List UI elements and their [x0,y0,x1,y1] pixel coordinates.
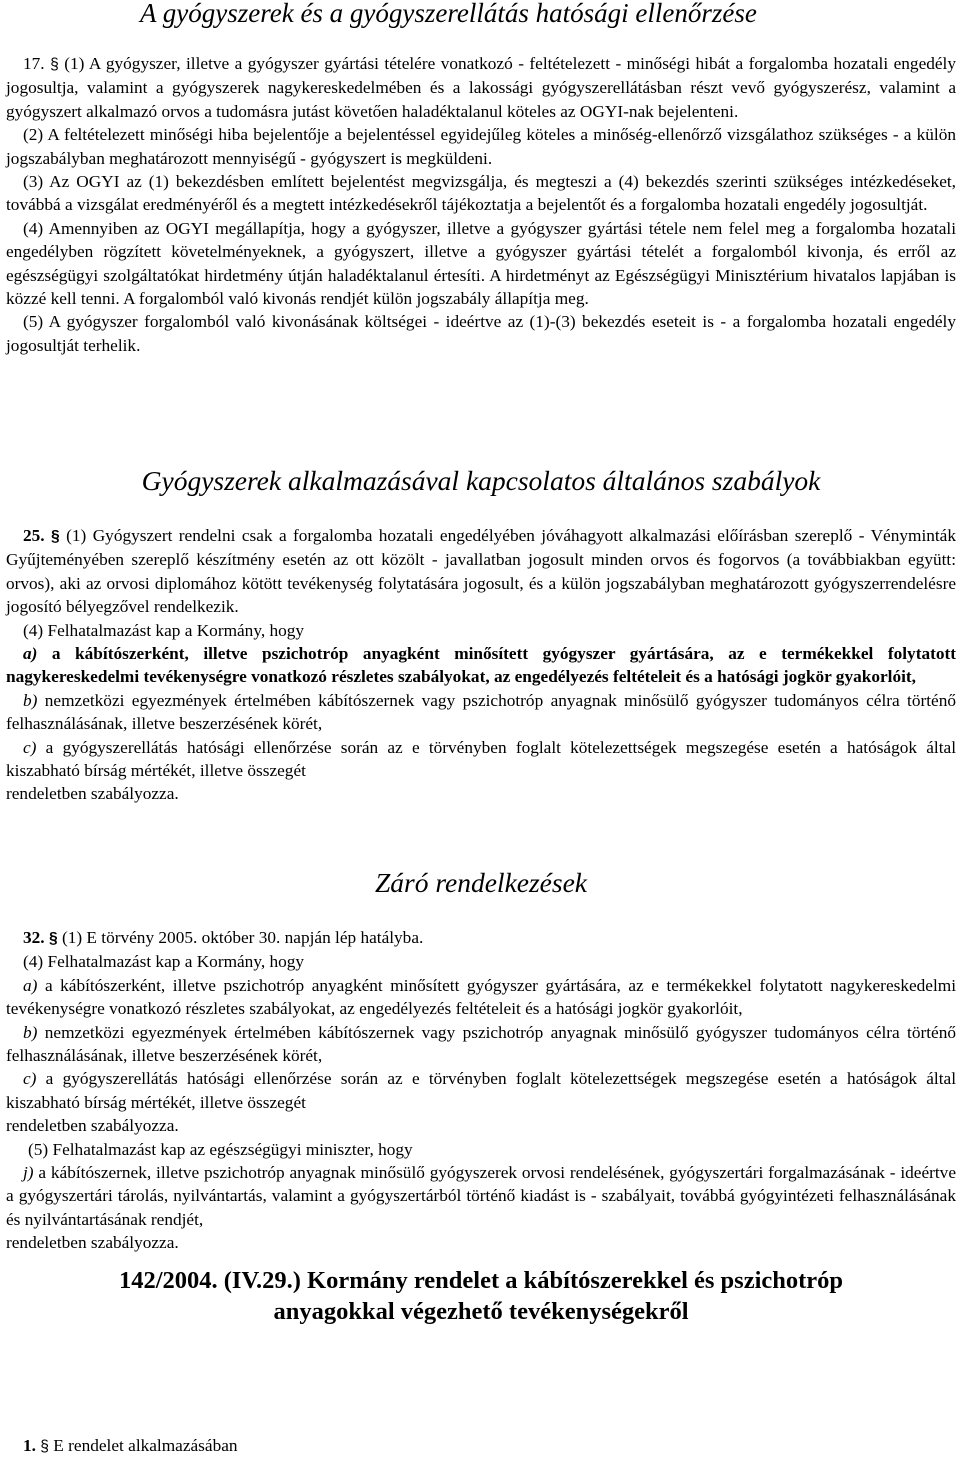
s17-paragraph-5: (5) A gyógyszer forgalomból való kivonásának költségei - ideértve az (1)-(3) bekezdés eseteit is - a forgalomba hozatali engedély jogosultját terhelik. [6,312,956,355]
decree-title: 142/2004. (IV.29.) Kormány rendelet a kábítószerekkel és pszichotróp anyagokkal végezhető tevékenységekről [118,1267,844,1325]
s32-paragraph-1: 32. § (1) E törvény 2005. október 30. napján lép hatályba. [23,928,424,947]
decree-s1-symbol: § [40,1438,49,1455]
section-25 [6,524,956,806]
s17-paragraph-4: (4) Amennyiben az OGYI megállapítja, hogy a gyógyszer, illetve a gyógyszer gyártási tétele nem felel meg a forgalomba hozatali engedélyben rögzített követelményeknek, a gyógyszert, illetve a gyógyszer gyártási tételét a forgalomból kivonja, és erről az egészségügyi szolgáltatókat hirdetmény útján haladéktalanul értesíti. A hirdetményt az Egészségügyi Minisztérium hivatalos lapjában is közzé kell tenni. A forgalomból való kivonás rendjét külön jogszabály állapítja meg. [6,218,956,309]
s32-number: 32. § [23,928,58,947]
s25-paragraph-1: 25. § (1) Gyógyszert rendelni csak a forgalomba hozatali engedélyében jóváhagyott alkalmazási előírásban szereplő - Vényminták Gyűjteményében szereplő készítmény esetén az ott közölt - javallatban jogosult minden orvos és fogorvos (a továbbiakban együtt: orvos), aki az orvosi diplomához kötött tevékenység folytatására jogosult, és a külön jogszabályban meghatározott gyógyszerrendelésre jogosító bélyegzővel rendelkezik. [6,526,956,617]
section-heading-zaro-rendelkezesek: Záró rendelkezések [374,867,588,898]
section-32 [6,926,956,1255]
s25-point-c: c) a gyógyszerellátás hatósági ellenőrzése során az e törvényben foglalt kötelezettségek megszegése esetén a hatóságok által kiszabható bírság mértékét, illetve összegét [6,737,956,781]
decree-s1-paragraph: 1. § E rendelet alkalmazásában [23,1436,238,1455]
s32-closing-2: rendeletben szabályozza. [6,1233,179,1253]
s17-paragraph-2: (2) A feltételezett minőségi hiba bejelentője a bejelentéssel egyidejűleg köteles a minőség-ellenőrző vizsgálathoz szükséges - a külön jogszabályban meghatározott mennyiségű - gyógyszert is megküldeni. [6,125,956,168]
s25-point-a: a) a kábítószerként, illetve pszichotróp anyagként minősített gyógyszer gyártására, az e termékekkel folytatott nagykereskedelmi tevékenységre vonatkozó részletes szabályokat, az engedélyezés feltételeit és a hatósági jogkör gyakorlóit, [6,644,956,687]
s32-point-c: c) a gyógyszerellátás hatósági ellenőrzése során az e törvényben foglalt kötelezettségek megszegése esetén a hatóságok által kiszabható bírság mértékét, illetve összegét [6,1069,956,1112]
s17-paragraph-3: (3) Az OGYI az (1) bekezdésben említett bejelentést megvizsgálja, és megteszi a (4) bekezdés szerinti szükséges intézkedéseket, továbbá a vizsgálat eredményéről és a megtett intézkedésekről tájékoztatja a bejelentőt és a forgalomba hozatali engedély jogosultját. [6,172,956,215]
section-17 [6,52,956,357]
s17-number: 17. § [23,54,59,73]
s25-number: 25. § [23,526,60,545]
s25-point-b: b) nemzetközi egyezmények értelmében kábítószernek vagy pszichotróp anyagnak minősülő gyógyszer tudományos célra történő felhasználásának, illetve beszerzésének körét, [6,690,956,734]
s17-paragraph-1: 17. § (1) A gyógyszer, illetve a gyógyszer gyártási tételére vonatkozó - feltételezett - minőségi hibát a forgalomba hozatali engedély jogosultja, valamint a gyógyszerek nagykereskedelmében és a lakossági gyógyszerellátásban részt vevő gyógyszerész, valamint a gyógyszert alkalmazó orvos a tudomásra jutást követően haladéktalanul köteles az OGYI-nak bejelenteni. [6,54,956,121]
s25-paragraph-4: (4) Felhatalmazást kap a Kormány, hogy [23,620,305,640]
s32-closing-1: rendeletben szabályozza. [6,1116,179,1136]
s32-point-a: a) a kábítószerként, illetve pszichotróp anyagként minősített gyógyszer gyártására, az e termékekkel folytatott nagykereskedelmi tevékenységre vonatkozó részletes szabályokat, az engedélyezés feltételeit és a hatósági jogkör gyakorlóit, [6,975,956,1019]
s32-point-j: j) a kábítószernek, illetve pszichotróp anyagnak minősülő gyógyszerek orvosi rendelésének, gyógyszertári forgalmazásának - ideértve a gyógyszertári tárolás, nyilvántartás, valamint a gyógyszertárból történő kiadást is - szabályait, továbbá gyógyintézeti felhasználásának és nyilvántartásának rendjét, [6,1163,956,1229]
s32-paragraph-4: (4) Felhatalmazást kap a Kormány, hogy [23,952,305,972]
s25-closing: rendeletben szabályozza. [6,784,179,804]
s32-point-b: b) nemzetközi egyezmények értelmében kábítószernek vagy pszichotróp anyagnak minősülő gyógyszer tudományos célra történő felhasználásának, illetve beszerzésének körét, [6,1022,956,1066]
s32-paragraph-5: (5) Felhatalmazást kap az egészségügyi miniszter, hogy [28,1139,413,1159]
section-heading-altalanos-szabalyok: Gyógyszerek alkalmazásával kapcsolatos általános szabályok [141,465,821,496]
decree-section-1 [6,1434,956,1458]
section-heading-hatosagi-ellenorzes: A gyógyszerek és a gyógyszerellátás hatósági ellenőrzése [140,0,757,28]
